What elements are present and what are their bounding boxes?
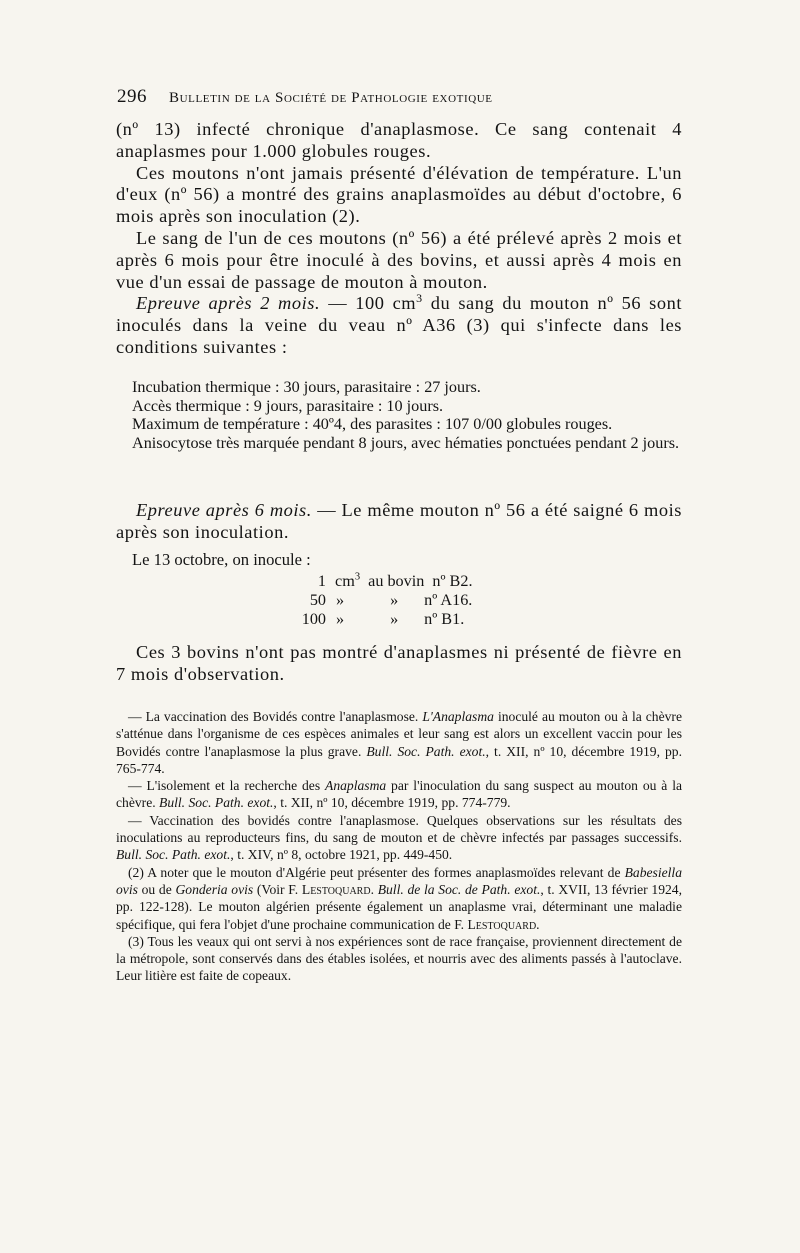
animal: nº B2. bbox=[432, 572, 473, 590]
footnote-3-veaux: (3) Tous les veaux qui ont servi à nos expériences sont de race française, proviennent directement de la métropole, sont conservés dans des étables isolées, et nourris avec des aliments passés à l'autoclave. Leur litière est faite de copeaux. bbox=[116, 933, 682, 984]
dose: 50 bbox=[309, 591, 326, 609]
fn-text: . bbox=[370, 881, 378, 897]
running-title: Bulletin de la Société de Pathologie exotique bbox=[169, 90, 493, 106]
page-number: 296 bbox=[117, 86, 147, 107]
inoculation-intro: Le 13 octobre, on inocule : bbox=[132, 550, 311, 569]
fn-text: — Vaccination des bovidés contre l'anaplasmose. Quelques observations sur les résultats des inoculations au reproducteurs fins, du sang de mouton et de chèvre infectés par passages successifs. bbox=[116, 812, 682, 846]
paragraph-blood-sampling: Le sang de l'un de ces moutons (nº 56) a été prélevé après 2 mois et après 6 mois pour être inoculé à des bovins, et aussi après 4 mois en vue d'un essai de passage de mouton à mouton. bbox=[116, 227, 682, 292]
fn-text: , t. XIV, nº 8, octobre 1921, pp. 449-450. bbox=[230, 847, 453, 863]
fn-reference: Bull. Soc. Path. exot. bbox=[159, 795, 274, 811]
fn-text: (2) A noter que le mouton d'Algérie peut présenter des formes anaplasmoïdes relevant de bbox=[128, 864, 625, 880]
paragraph-test-2-months bbox=[116, 293, 682, 358]
footnotes bbox=[116, 708, 682, 985]
test-6-months bbox=[116, 500, 682, 544]
fn-text: , t. XII, nº 10, décembre 1919, pp. 774-779. bbox=[273, 795, 511, 811]
paragraph-temperature: Ces moutons n'ont jamais présenté d'élévation de température. L'un d'eux (nº 56) a montré des grains anaplasmoïdes au début d'octobre, 6 mois après son inoculation (2). bbox=[116, 162, 682, 227]
condition-anisocytose: Anisocytose très marquée pendant 8 jours, avec hématies ponctuées pendant 2 jours. bbox=[132, 433, 680, 452]
fn-author: Lestoquard bbox=[301, 881, 371, 897]
dose: 1 bbox=[317, 572, 326, 590]
inoculation-row bbox=[312, 572, 473, 591]
target: au bovin bbox=[368, 572, 425, 590]
fn-text: par l'inoculation du sang suspect au mouton ou à la chèvre. bbox=[116, 778, 683, 811]
test-6-months-heading: Epreuve après 6 mois. bbox=[136, 500, 312, 520]
conclusion bbox=[116, 642, 682, 686]
fn-reference: Bull. Soc. Path. exot. bbox=[366, 743, 486, 759]
fn-italic: Babesiella ovis bbox=[116, 864, 682, 897]
fn-text: inoculé au mouton ou à la chèvre s'atténue dans l'organisme de ces espèces animales et leur sang est alors un excellent vaccin pour les Bovidés contre l'anaplasmose la plus grave. bbox=[116, 709, 682, 759]
fn-italic: L'Anaplasma bbox=[422, 709, 494, 724]
test-2-months-text-b: du sang du mouton nº 56 sont inoculés dans la veine du veau nº A36 (3) qui s'infecte dans les conditions suivantes : bbox=[116, 293, 683, 357]
unit: » bbox=[336, 610, 345, 628]
unit-sup: 3 bbox=[354, 571, 361, 583]
fn-text: — L'isolement et la recherche des bbox=[128, 778, 326, 794]
cubic-sup: 3 bbox=[416, 291, 423, 306]
test-6-months-text: — Le même mouton nº 56 a été saigné 6 mois après son inoculation. bbox=[116, 500, 682, 542]
inoculation-row bbox=[300, 591, 472, 610]
fn-text: — La vaccination des Bovidés contre l'anaplasmose. bbox=[128, 709, 423, 724]
footnote-reproducteurs bbox=[116, 812, 682, 864]
fn-italic: Anaplasma bbox=[325, 778, 387, 794]
test-2-months-text-a: — 100 cm bbox=[320, 293, 417, 314]
main-text bbox=[116, 119, 682, 359]
fn-reference: Bull. Soc. Path. exot. bbox=[116, 847, 231, 863]
fn-text: (Voir F. bbox=[253, 881, 302, 897]
unit: » bbox=[336, 591, 345, 609]
unit: cm bbox=[335, 572, 355, 590]
condition-acces: Accès thermique : 9 jours, parasitaire : 10 jours. bbox=[132, 396, 444, 415]
animal: nº B1. bbox=[424, 610, 465, 628]
condition-maximum: Maximum de température : 40º4, des parasites : 107 0/00 globules rouges. bbox=[132, 415, 613, 434]
fn-italic: Gonderia ovis bbox=[175, 881, 254, 897]
animal: nº A16. bbox=[424, 591, 473, 609]
fn-text: . bbox=[536, 916, 540, 932]
fn-text: , t. XVII, 13 février 1924, pp. 122-128). Le mouton algérien présente également un anaplasme vrai, déterminant une maladie spécifique, qui fera l'objet d'une prochaine communication de F. bbox=[116, 881, 682, 932]
target: » bbox=[390, 591, 399, 609]
paragraph-test-6-months bbox=[116, 500, 682, 544]
paragraph-continued: (nº 13) infecté chronique d'anaplasmose. Ce sang contenait 4 anaplasmes pour 1.000 globules rouges. bbox=[116, 119, 682, 161]
footnote-isolement bbox=[116, 777, 682, 812]
fn-reference: Bull. de la Soc. de Path. exot. bbox=[377, 881, 541, 897]
fn-text: ou de bbox=[137, 881, 176, 897]
fn-text: , t. XII, nº 10, décembre 1919, pp. 765-774. bbox=[116, 743, 683, 776]
dose: 100 bbox=[301, 610, 326, 628]
page-header bbox=[117, 86, 682, 108]
inoculation-row bbox=[300, 610, 464, 629]
test-2-months-heading: Epreuve après 2 mois. bbox=[136, 293, 321, 314]
footnote-vaccination bbox=[116, 708, 682, 777]
paragraph-conclusion: Ces 3 bovins n'ont pas montré d'anaplasmes ni présenté de fièvre en 7 mois d'observation. bbox=[116, 642, 682, 684]
conditions-block bbox=[116, 378, 682, 452]
target: » bbox=[390, 610, 399, 628]
fn-author: Lestoquard bbox=[467, 916, 537, 932]
condition-incubation: Incubation thermique : 30 jours, parasitaire : 27 jours. bbox=[132, 378, 481, 396]
footnote-2-algerie bbox=[116, 864, 682, 933]
